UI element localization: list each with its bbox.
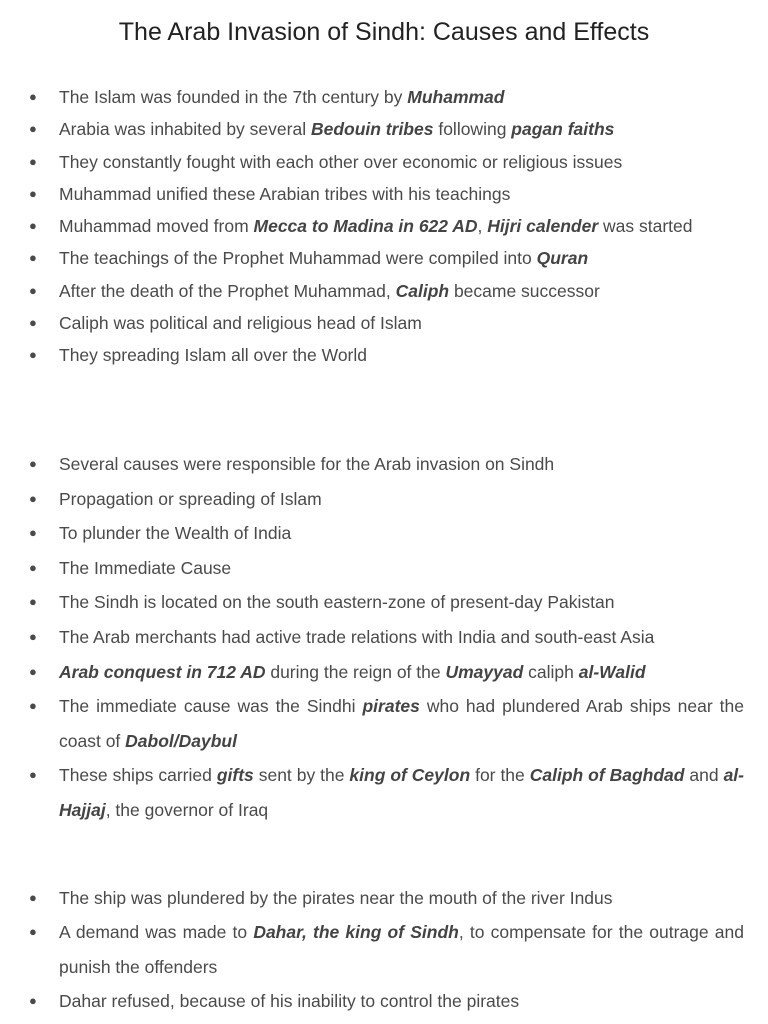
list-item (0, 984, 768, 1018)
emphasized-text: Dabol/Daybul (125, 730, 237, 751)
item-text: Caliph was political and religious head of Islam (59, 313, 422, 334)
list-item (0, 146, 768, 178)
item-text: caliph (523, 661, 579, 682)
item-text: Muhammad moved from (59, 216, 254, 237)
bullet-icon: ● (29, 992, 37, 1008)
bullet-icon: ● (29, 153, 37, 169)
bullet-icon: ● (29, 121, 37, 137)
list-item (0, 620, 768, 655)
list-item (0, 275, 768, 307)
list-item (0, 915, 768, 984)
item-text: Dahar refused, because of his inability to control the pirates (59, 990, 520, 1011)
item-text: during the reign of the (265, 661, 446, 682)
bullet-icon: ● (29, 185, 37, 201)
list-item (0, 881, 768, 915)
item-text: The Sindh is located on the south eastern-zone of present-day Pakistan (59, 592, 615, 613)
item-text: , (477, 216, 488, 237)
item-text: These ships carried (59, 765, 217, 786)
emphasized-text: al-Hajjaj (59, 765, 744, 820)
item-text: , to compensate for the outrage and punish the offenders (59, 922, 744, 977)
emphasized-text: Hijri calender (487, 216, 599, 237)
item-text: The teachings of the Prophet Muhammad were compiled into (59, 248, 537, 269)
bullet-icon: ● (29, 250, 37, 266)
bullet-icon: ● (29, 559, 37, 575)
item-text: The immediate cause was the Sindhi (59, 696, 363, 717)
emphasized-text: king of Ceylon (349, 765, 471, 786)
bullet-icon: ● (29, 767, 37, 783)
item-text: The Islam was founded in the 7th century by (59, 87, 408, 107)
list-item (0, 516, 768, 551)
bullet-icon: ● (29, 594, 37, 610)
emphasized-text: Caliph (395, 280, 450, 301)
item-text: for the (470, 765, 530, 786)
item-text: sent by the (253, 765, 350, 786)
bullet-list-islam-background (0, 81, 768, 372)
bullet-list-causes (0, 447, 768, 828)
item-text: , the governor of Iraq (105, 799, 269, 820)
list-item (0, 447, 768, 482)
list-item (0, 655, 768, 690)
item-text: following (433, 119, 512, 140)
item-text: and (684, 765, 724, 786)
list-item (0, 210, 768, 242)
list-item (0, 689, 768, 758)
bullet-icon: ● (29, 347, 37, 363)
emphasized-text: Quran (536, 248, 589, 269)
bullet-icon: ● (29, 456, 37, 471)
list-item (0, 482, 768, 517)
emphasized-text: gifts (216, 765, 254, 786)
bullet-icon: ● (29, 282, 37, 298)
emphasized-text: Mecca to Madina in 622 AD (253, 216, 478, 237)
emphasized-text: Caliph of Baghdad (529, 765, 685, 786)
list-item (0, 113, 768, 145)
item-text: Several causes were responsible for the Arab invasion on Sindh (59, 454, 555, 474)
item-text: became successor (449, 280, 600, 301)
list-item (0, 339, 768, 371)
bullet-icon: ● (29, 218, 37, 234)
item-text: The Immediate Cause (59, 557, 232, 578)
list-item (0, 585, 768, 620)
bullet-list-immediate-cause (0, 881, 768, 1018)
bullet-icon: ● (29, 924, 37, 940)
emphasized-text: Arab conquest in 712 AD (59, 661, 266, 682)
item-text: They constantly fought with each other over economic or religious issues (59, 151, 623, 172)
item-text: The Arab merchants had active trade relations with India and south-east Asia (59, 626, 655, 647)
list-item (0, 242, 768, 274)
bullet-icon: ● (29, 663, 37, 679)
emphasized-text: Dahar, the king of Sindh (253, 922, 459, 943)
list-item (0, 551, 768, 586)
bullet-icon: ● (29, 525, 37, 541)
page-title: The Arab Invasion of Sindh: Causes and Effects (118, 18, 650, 46)
bullet-icon: ● (29, 315, 37, 331)
item-text: Propagation or spreading of Islam (59, 488, 322, 509)
list-item (0, 758, 768, 827)
item-text: They spreading Islam all over the World (59, 345, 368, 366)
emphasized-text: Umayyad (445, 661, 524, 682)
item-text: To plunder the Wealth of India (59, 523, 292, 544)
list-item (0, 307, 768, 339)
bullet-icon: ● (29, 890, 37, 905)
bullet-icon: ● (29, 698, 37, 714)
bullet-icon: ● (29, 89, 37, 104)
emphasized-text: al-Walid (578, 661, 646, 682)
emphasized-text: Muhammad (407, 87, 505, 107)
item-text: Arabia was inhabited by several (59, 119, 311, 140)
item-text: Muhammad unified these Arabian tribes with his teachings (59, 183, 511, 204)
emphasized-text: pagan faiths (511, 119, 615, 140)
emphasized-text: Bedouin tribes (310, 119, 434, 140)
list-item (0, 178, 768, 210)
emphasized-text: pirates (362, 696, 420, 717)
item-text: The ship was plundered by the pirates near the mouth of the river Indus (59, 888, 613, 908)
bullet-icon: ● (29, 628, 37, 644)
bullet-icon: ● (29, 490, 37, 506)
item-text: After the death of the Prophet Muhammad, (59, 280, 396, 301)
item-text: was started (598, 216, 693, 237)
item-text: A demand was made to (59, 922, 254, 943)
list-item (0, 81, 768, 113)
item-text: who had plundered Arab ships near the coast of (59, 696, 745, 751)
